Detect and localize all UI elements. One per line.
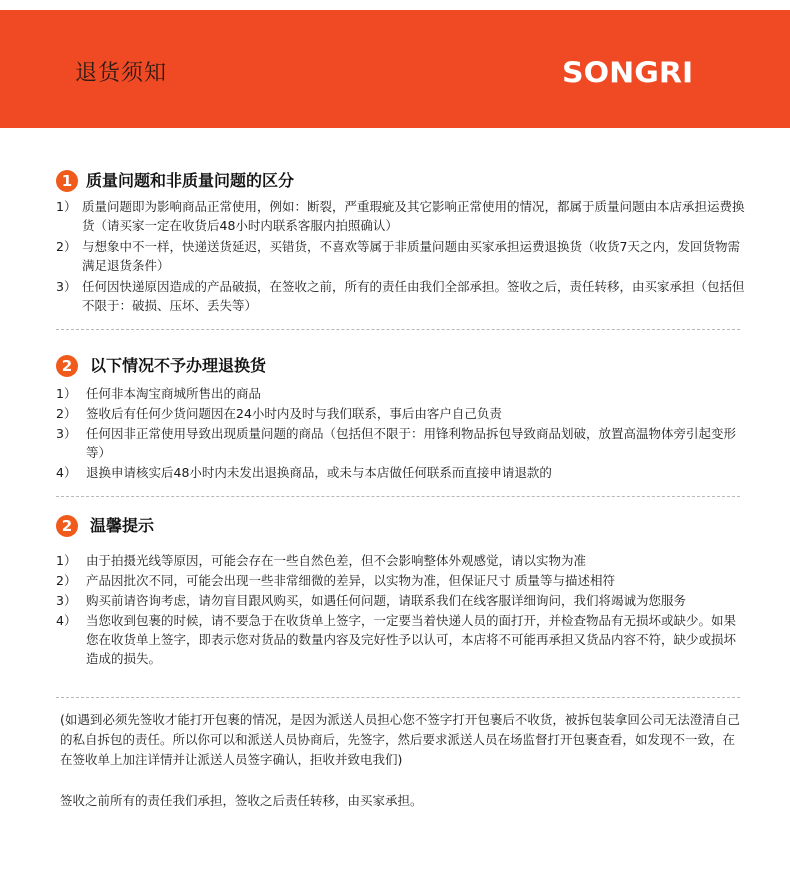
- list-item: [56, 197, 746, 235]
- item-number: 2）: [56, 239, 77, 254]
- list-item: [56, 551, 746, 570]
- brand-logo: SONGRI: [562, 56, 694, 91]
- item-number: 3）: [56, 279, 77, 294]
- item-text: 与想象中不一样，快递送货延迟，买错货，不喜欢等属于非质量问题由买家承担运费退换货（收货7天之内，发回货物需满足退货条件）: [82, 239, 740, 273]
- section-number-badge: 2: [56, 515, 78, 537]
- item-number: 2）: [56, 573, 77, 588]
- item-number: 3）: [56, 593, 77, 608]
- item-text: 任何非本淘宝商城所售出的商品: [86, 386, 262, 401]
- item-number: 1）: [56, 199, 77, 214]
- delivery-note: (如遇到必须先签收才能打开包裹的情况，是因为派送人员担心您不签字打开包裹后不收货，被拆包装拿回公司无法澄清自己的私自拆包的责任。所以你可以和派送人员协商后，先签字，然后要求派送人员在场监督打开包裹查看，如发现不一致，在在签收单上加注详情并让派送人员签字确认，拒收并致电我们): [60, 712, 740, 767]
- section-divider: [56, 496, 740, 497]
- section-divider: [56, 697, 740, 698]
- section-heading: [56, 170, 746, 196]
- header-banner: [0, 10, 790, 128]
- list-item: [56, 463, 746, 482]
- list-item: [56, 277, 746, 315]
- item-text: 产品因批次不同，可能会出现一些非常细微的差异，以实物为准，但保证尺寸 质量等与描述相符: [86, 573, 615, 588]
- list-item: [56, 404, 746, 423]
- list-item: [56, 384, 746, 403]
- list-item: [56, 424, 746, 462]
- item-text: 质量问题即为影响商品正常使用，例如：断裂，严重瑕疵及其它影响正常使用的情况，都属于质量问题由本店承担运费换货（请买家一定在收货后48小时内联系客服内拍照确认）: [82, 199, 745, 233]
- section-heading: [56, 355, 746, 381]
- list-item: [56, 591, 746, 610]
- item-number: 3）: [56, 426, 77, 441]
- section-title: 以下情况不予办理退换货: [90, 356, 267, 375]
- item-number: 4）: [56, 465, 77, 480]
- section-title: 温馨提示: [90, 516, 155, 535]
- section-tips: [56, 515, 746, 668]
- item-text: 由于拍摄光线等原因，可能会存在一些自然色差，但不会影响整体外观感觉，请以实物为准: [86, 553, 587, 568]
- list-item: [56, 571, 746, 590]
- list-item: [56, 611, 746, 668]
- item-number: 4）: [56, 613, 77, 628]
- list-item: [56, 237, 746, 275]
- section-quality-issues: [56, 170, 746, 315]
- item-text: 退换申请核实后48小时内未发出退换商品，或未与本店做任何联系而直接申请退款的: [86, 465, 552, 480]
- section-heading: [56, 515, 746, 541]
- section-number-badge: 1: [56, 170, 78, 192]
- item-number: 1）: [56, 553, 77, 568]
- item-text: 任何因非正常使用导致出现质量问题的商品（包括但不限于：用锋利物品拆包导致商品划破，放置高温物体旁引起变形等）: [86, 426, 737, 460]
- item-text: 当您收到包裹的时候，请不要急于在收货单上签字，一定要当着快递人员的面打开，并检查物品有无损坏或缺少。如果您在收货单上签字，即表示您对货品的数量内容及完好性予以认可，本店将不可能再承担又货品内容不符，缺少或损坏造成的损失。: [86, 613, 737, 666]
- section-number-badge: 2: [56, 355, 78, 377]
- section-no-return: [56, 355, 746, 482]
- item-text: 签收后有任何少货问题因在24小时内及时与我们联系，事后由客户自己负责: [86, 406, 502, 421]
- item-number: 2）: [56, 406, 77, 421]
- item-number: 1）: [56, 386, 77, 401]
- item-text: 购买前请咨询考虑，请勿盲目跟风购买，如遇任何问题，请联系我们在线客服详细询问，我们将竭诚为您服务: [86, 593, 687, 608]
- closing-statement: 签收之前所有的责任我们承担，签收之后责任转移，由买家承担。: [60, 793, 423, 808]
- item-text: 任何因快递原因造成的产品破损，在签收之前，所有的责任由我们全部承担。签收之后，责任转移，由买家承担（包括但不限于：破损、压坏、丢失等）: [82, 279, 745, 313]
- section-title: 质量问题和非质量问题的区分: [86, 171, 295, 190]
- page-title: 退货须知: [75, 61, 168, 86]
- section-divider: [56, 329, 740, 330]
